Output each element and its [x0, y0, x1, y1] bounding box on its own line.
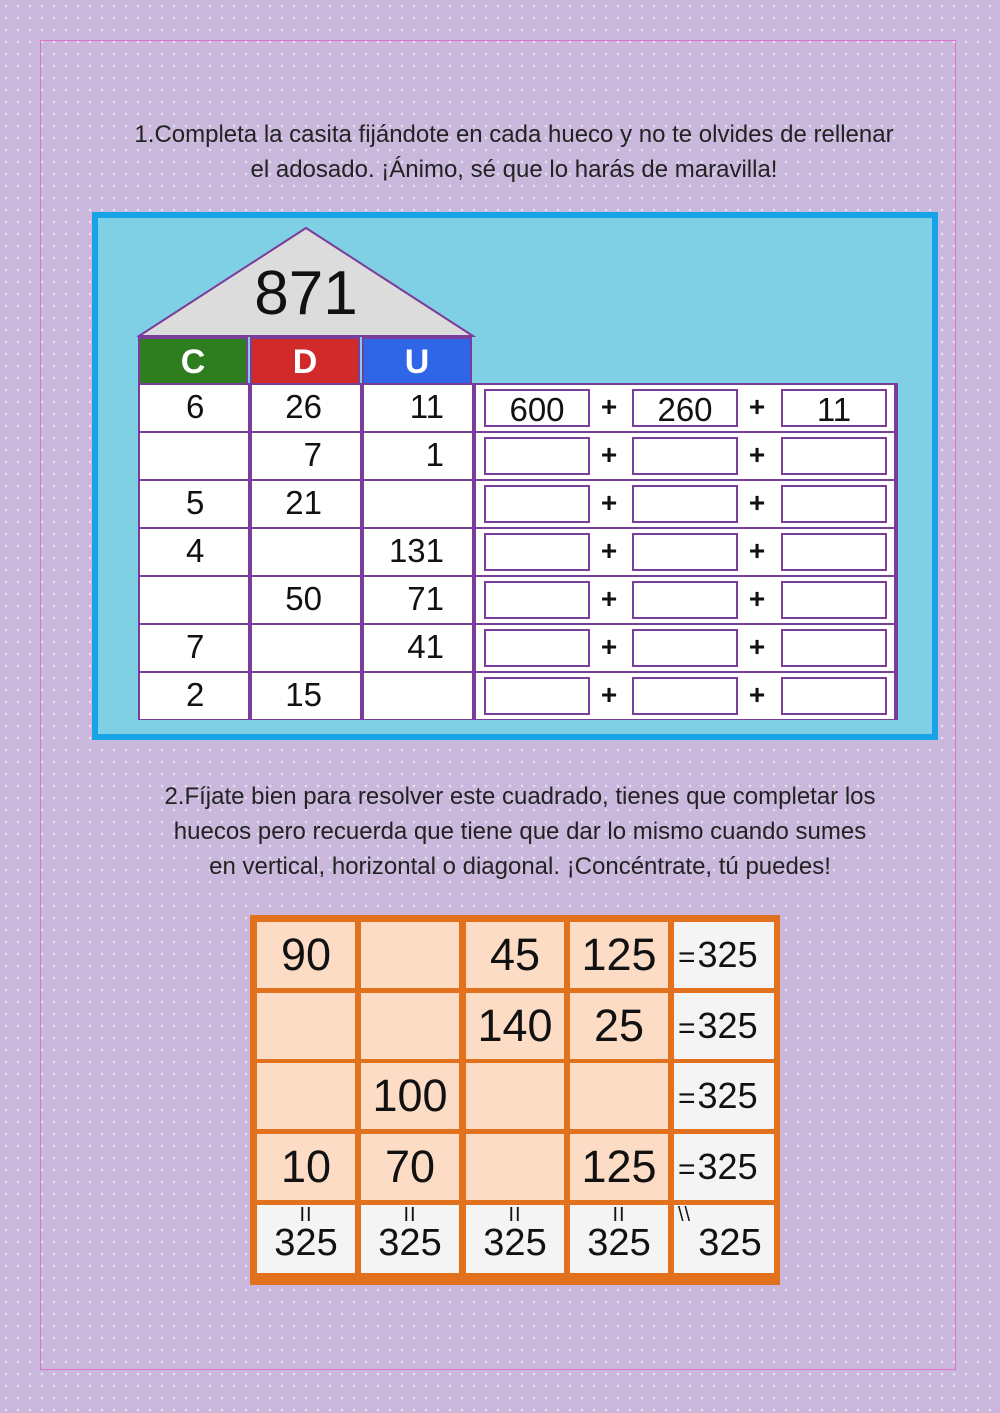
answer-box[interactable]	[632, 437, 738, 475]
magic-cell[interactable]	[361, 922, 459, 988]
header-decenas: D	[250, 337, 360, 383]
row-sum	[674, 993, 774, 1059]
plus-sign: +	[600, 439, 618, 470]
row-sum-value: 325	[697, 1075, 758, 1116]
cell-c: 2	[140, 673, 248, 719]
column-sum-value: 325	[378, 1222, 442, 1264]
instruction-line: el adosado. ¡Ánimo, sé que lo harás de maravilla!	[250, 156, 778, 183]
answer-box[interactable]: 260	[632, 389, 738, 427]
magic-cell[interactable]: 140	[466, 993, 564, 1059]
cell-u: 131	[364, 529, 472, 575]
cell-u: 1	[364, 433, 472, 479]
vertical-equals-sign: II	[299, 1204, 313, 1226]
cell-c	[140, 577, 248, 623]
plus-sign: +	[748, 439, 766, 470]
plus-sign: +	[600, 391, 618, 422]
row-sum-value: 325	[697, 934, 758, 975]
magic-cell[interactable]	[361, 993, 459, 1059]
place-value-table	[138, 383, 898, 720]
exercise1-instruction	[80, 117, 948, 187]
magic-cell[interactable]: 125	[570, 1134, 668, 1200]
answer-box[interactable]	[484, 677, 590, 715]
cell-d: 21	[252, 481, 360, 527]
magic-cell[interactable]	[466, 1063, 564, 1129]
header-unidades: U	[362, 337, 472, 383]
magic-cell[interactable]: 45	[466, 922, 564, 988]
answer-box[interactable]: 11	[781, 389, 887, 427]
magic-square	[250, 915, 780, 1285]
magic-cell[interactable]	[570, 1063, 668, 1129]
answer-box[interactable]	[781, 629, 887, 667]
instruction-line: huecos pero recuerda que tiene que dar lo mismo cuando sumes	[173, 818, 867, 845]
column-sum-value: 325	[483, 1222, 547, 1264]
answer-box[interactable]	[781, 437, 887, 475]
exercise2-instruction	[110, 779, 930, 884]
vertical-equals-sign: II	[403, 1204, 417, 1226]
equals-sign: =	[678, 1082, 696, 1115]
cell-c: 4	[140, 529, 248, 575]
answer-box[interactable]	[632, 533, 738, 571]
magic-cell[interactable]: 25	[570, 993, 668, 1059]
row-sum-value: 325	[697, 1146, 758, 1187]
answer-box[interactable]	[781, 485, 887, 523]
cell-c: 7	[140, 625, 248, 671]
column-sum	[466, 1205, 564, 1273]
cell-d: 50	[252, 577, 360, 623]
row-sum	[674, 1134, 774, 1200]
diagonal-sum-value: 325	[698, 1222, 762, 1264]
plus-sign: +	[600, 487, 618, 518]
answer-box[interactable]	[632, 629, 738, 667]
cell-d: 15	[252, 673, 360, 719]
cell-c: 6	[140, 385, 248, 431]
answer-box[interactable]	[484, 581, 590, 619]
cell-u	[364, 481, 472, 527]
plus-sign: +	[600, 631, 618, 662]
plus-sign: +	[600, 535, 618, 566]
magic-cell[interactable]	[257, 993, 355, 1059]
equals-sign: =	[678, 941, 696, 974]
magic-cell[interactable]	[257, 1063, 355, 1129]
plus-sign: +	[600, 679, 618, 710]
cell-d	[252, 529, 360, 575]
cell-u: 41	[364, 625, 472, 671]
cell-c: 5	[140, 481, 248, 527]
equals-sign: =	[678, 1012, 696, 1045]
row-sum	[674, 1063, 774, 1129]
answer-box[interactable]	[632, 677, 738, 715]
magic-cell[interactable]: 10	[257, 1134, 355, 1200]
cell-d	[252, 625, 360, 671]
answer-box[interactable]	[781, 581, 887, 619]
magic-cell[interactable]: 100	[361, 1063, 459, 1129]
plus-sign: +	[748, 487, 766, 518]
magic-cell[interactable]: 125	[570, 922, 668, 988]
diagonal-sum	[674, 1205, 774, 1273]
header-centenas: C	[138, 337, 248, 383]
answer-box[interactable]: 600	[484, 389, 590, 427]
answer-box[interactable]	[632, 581, 738, 619]
answer-box[interactable]	[632, 485, 738, 523]
cell-d: 26	[252, 385, 360, 431]
column-sum-value: 325	[274, 1222, 338, 1264]
plus-sign: +	[748, 391, 766, 422]
plus-sign: +	[600, 583, 618, 614]
answer-box[interactable]	[781, 533, 887, 571]
column-sum	[361, 1205, 459, 1273]
column-sum	[257, 1205, 355, 1273]
instruction-line: 1.Completa la casita fijándote en cada hueco y no te olvides de rellenar	[134, 121, 894, 148]
magic-cell[interactable]: 90	[257, 922, 355, 988]
cell-u: 71	[364, 577, 472, 623]
vertical-equals-sign: II	[612, 1204, 626, 1226]
answer-box[interactable]	[484, 485, 590, 523]
column-sum-value: 325	[587, 1222, 651, 1264]
equals-sign: =	[678, 1153, 696, 1186]
cell-u	[364, 673, 472, 719]
magic-cell[interactable]	[466, 1134, 564, 1200]
row-sum	[674, 922, 774, 988]
answer-box[interactable]	[484, 533, 590, 571]
cell-c	[140, 433, 248, 479]
answer-box[interactable]	[484, 629, 590, 667]
plus-sign: +	[748, 631, 766, 662]
plus-sign: +	[748, 535, 766, 566]
column-sum	[570, 1205, 668, 1273]
vertical-equals-sign: II	[508, 1204, 522, 1226]
diagonal-equals-sign: \\	[678, 1204, 692, 1226]
instruction-line: 2.Fíjate bien para resolver este cuadrado, tienes que completar los	[164, 783, 876, 810]
cell-u: 11	[364, 385, 472, 431]
instruction-line: en vertical, horizontal o diagonal. ¡Concéntrate, tú puedes!	[209, 853, 831, 880]
plus-sign: +	[748, 679, 766, 710]
house-number: 871	[254, 259, 358, 328]
plus-sign: +	[748, 583, 766, 614]
answer-box[interactable]	[484, 437, 590, 475]
row-sum-value: 325	[697, 1005, 758, 1046]
cell-d: 7	[252, 433, 360, 479]
magic-cell[interactable]: 70	[361, 1134, 459, 1200]
answer-box[interactable]	[781, 677, 887, 715]
